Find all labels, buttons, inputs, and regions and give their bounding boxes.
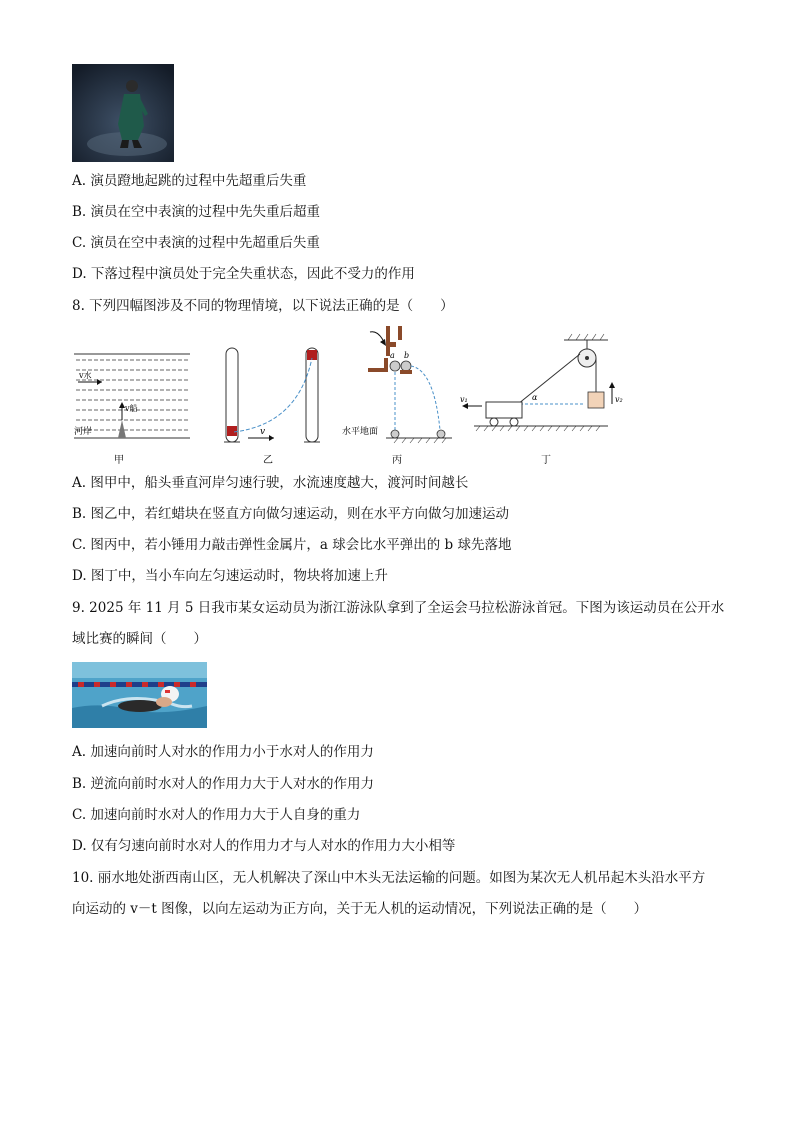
performer-photo: [72, 64, 174, 162]
swimmer-photo: [72, 662, 207, 728]
q8-stem: 8. 下列四幅图涉及不同的物理情境，以下说法正确的是（ ）: [72, 298, 454, 314]
q7-option-a: A. 演员蹬地起跳的过程中先超重后失重: [72, 173, 307, 189]
q9-option-b: B. 逆流向前时水对人的作用力大于人对水的作用力: [72, 776, 375, 792]
figure-label-yi: 乙: [263, 455, 273, 466]
yi-v: v: [260, 427, 266, 437]
q9-option-d: D. 仅有匀速向前时水对人的作用力才与人对水的作用力大小相等: [72, 838, 456, 854]
q9-stem-line2: 域比赛的瞬间（ ）: [72, 631, 207, 647]
q8-option-c: C. 图丙中，若小锤用力敲击弹性金属片，a 球会比水平弹出的 b 球先落地: [72, 537, 512, 553]
q10-stem-line2: 向运动的 v－t 图像，以向左运动为正方向，关于无人机的运动情况，下列说法正确的是（ ）: [72, 901, 648, 917]
figure-yi: [224, 348, 320, 466]
q8-option-b: B. 图乙中，若红蜡块在竖直方向做匀速运动，则在水平方向做匀加速运动: [72, 506, 510, 522]
q9-stem-line1: 9. 2025 年 11 月 5 日我市某女运动员为浙江游泳队拿到了全运会马拉松游泳首冠。下图为该运动员在公开水: [72, 600, 725, 616]
figure-bing: [342, 326, 452, 466]
q8-option-d: D. 图丁中，当小车向左匀速运动时，物块将加速上升: [72, 568, 388, 584]
figure-label-ding: 丁: [541, 455, 551, 466]
q9-option-c: C. 加速向前时水对人的作用力大于人自身的重力: [72, 807, 361, 823]
figure-label-bing: 丙: [392, 455, 402, 466]
bing-ground: 水平地面: [342, 427, 379, 437]
q8-figures: [68, 320, 628, 468]
q9-option-a: A. 加速向前时人对水的作用力小于水对人的作用力: [72, 744, 374, 760]
bing-b: b: [404, 351, 410, 360]
figure-jia: [74, 354, 190, 466]
figure-label-jia: 甲: [114, 455, 124, 466]
jia-bank: 河岸: [74, 427, 93, 437]
jia-v-boat: v船: [125, 404, 138, 413]
figure-ding: [460, 334, 623, 466]
bing-a: a: [390, 351, 395, 360]
ding-v1: v₁: [460, 395, 468, 404]
q7-option-d: D. 下落过程中演员处于完全失重状态，因此不受力的作用: [72, 266, 415, 282]
q8-option-a: A. 图甲中，船头垂直河岸匀速行驶，水流速度越大，渡河时间越长: [72, 475, 469, 491]
ding-v2: v₂: [615, 395, 623, 404]
q7-option-c: C. 演员在空中表演的过程中先超重后失重: [72, 235, 320, 251]
q7-option-b: B. 演员在空中表演的过程中先失重后超重: [72, 204, 321, 220]
jia-v-water: v水: [79, 371, 92, 380]
q10-stem-line1: 10. 丽水地处浙西南山区，无人机解决了深山中木头无法运输的问题。如图为某次无人机吊起木头沿水平方: [72, 870, 706, 886]
ding-alpha: α: [532, 393, 538, 402]
